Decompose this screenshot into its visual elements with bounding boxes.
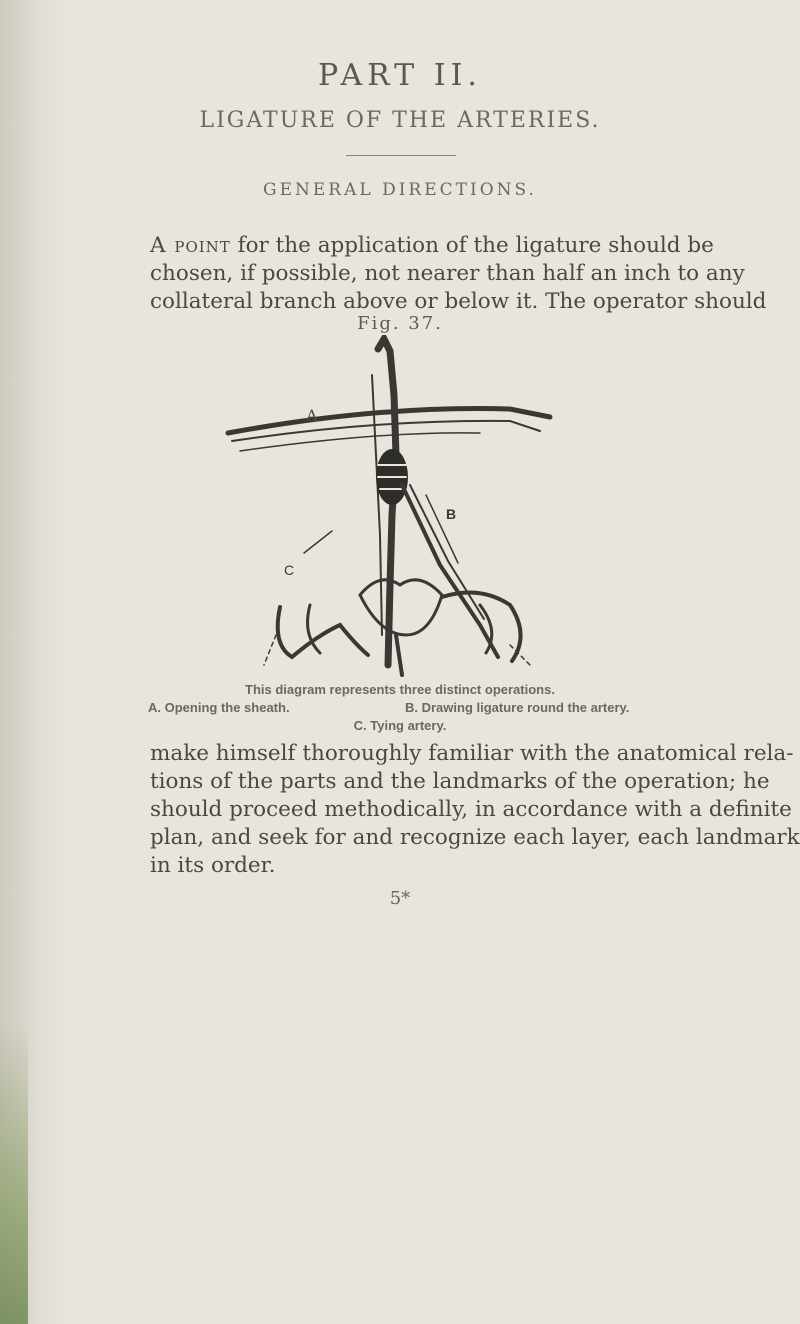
- figure-caption-b: B. Drawing ligature round the artery.: [405, 700, 630, 715]
- figure-label-c: C: [284, 562, 295, 578]
- ligature-loop-left: [278, 607, 368, 657]
- page-stain: [0, 1020, 28, 1324]
- section-title: GENERAL DIRECTIONS.: [263, 180, 537, 200]
- chapter-title: LIGATURE OF THE ARTERIES.: [199, 108, 601, 133]
- paragraph-2-line: in its order.: [150, 853, 276, 878]
- paragraph-2: [150, 740, 800, 880]
- paragraph-2-line: should proceed methodically, in accordance with a definite: [150, 797, 792, 822]
- figure-label-b: B: [446, 506, 457, 522]
- ligature-loop-center: [360, 580, 442, 635]
- paragraph-1-line: chosen, if possible, not nearer than half an inch to any: [150, 261, 745, 286]
- thread-strand: [396, 635, 402, 675]
- paragraph-1: [150, 232, 767, 316]
- ligature-loop-left-2: [308, 605, 320, 653]
- title-divider: [346, 155, 456, 156]
- paragraph-1-line-text: for the application of the ligature should be: [230, 233, 714, 258]
- paragraph-2-line: plan, and seek for and recognize each layer, each landmark: [150, 825, 800, 850]
- figure-caption-heading: This diagram represents three distinct operations.: [245, 682, 555, 697]
- paragraph-1-line: collateral branch above or below it. The operator should: [150, 289, 767, 314]
- drop-words: A point: [150, 233, 231, 258]
- figure-caption-a: A. Opening the sheath.: [148, 700, 290, 715]
- figure-caption-c: C. Tying artery.: [353, 718, 447, 733]
- part-title: PART II.: [318, 58, 482, 93]
- page-number: 5*: [389, 888, 411, 909]
- ligature-illustration: [180, 335, 620, 680]
- figure-label: Fig. 37.: [357, 313, 443, 334]
- pointer-line: [304, 531, 332, 553]
- paragraph-2-line: make himself thoroughly familiar with the anatomical rela-: [150, 741, 794, 766]
- paragraph-2-line: tions of the parts and the landmarks of the operation; he: [150, 769, 770, 794]
- paragraph-1-line: [150, 232, 714, 260]
- figure-label-a: A: [306, 406, 318, 425]
